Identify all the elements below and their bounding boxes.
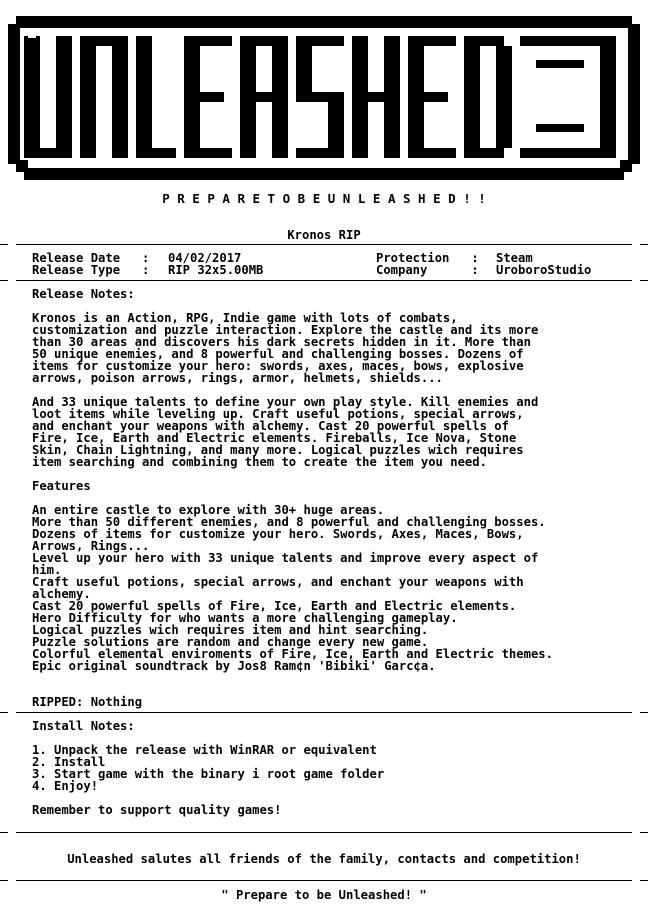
company-value: UroboroStudio (496, 263, 592, 277)
feature-line: Puzzle solutions are random and change every new game. (32, 635, 429, 649)
release-notes-line: and enchant your weapons with alchemy. Cast 20 powerful spells of (32, 419, 509, 433)
feature-line: Cast 20 powerful spells of Fire, Ice, Earth and Electric elements. (32, 599, 517, 613)
rule-tick-left (0, 280, 8, 281)
rule-tick-left (0, 832, 8, 833)
feature-line: More than 50 different enemies, and 8 powerful and challenging bosses. (32, 515, 546, 529)
rule-tick-right (640, 244, 648, 245)
release-notes-heading: Release Notes: (32, 287, 135, 301)
install-notes-heading: Install Notes: (32, 719, 135, 733)
protection-value: Steam (496, 251, 533, 265)
rule-tick-left (0, 244, 8, 245)
footer-quote: " Prepare to be Unleashed! " (221, 888, 427, 902)
rule-tick-left (0, 880, 8, 881)
greetings-text: Unleashed salutes all friends of the family, contacts and competition! (67, 852, 581, 866)
divider-line (16, 280, 632, 281)
feature-line: Level up your hero with 33 unique talents and improve every aspect of (32, 551, 539, 565)
rule-tick-right (640, 280, 648, 281)
install-step: 2. Install (32, 755, 106, 769)
tagline: P R E P A R E T O B E U N L E A S H E D ! ! (162, 191, 486, 206)
feature-line: Colorful elemental enviroments of Fire, Ice, Earth and Electric themes. (32, 647, 553, 661)
rule-tick-right (640, 880, 648, 881)
feature-line: him. (32, 563, 62, 577)
release-notes-line: 50 unique enemies, and 8 powerful and challenging bosses. Dozens of (32, 347, 524, 361)
install-step: 1. Unpack the release with WinRAR or equivalent (32, 743, 377, 757)
release-notes-line: Kronos is an Action, RPG, Indie game with lots of combats, (32, 311, 458, 325)
feature-line: alchemy. (32, 587, 91, 601)
divider-line (16, 712, 632, 713)
reminder-text: Remember to support quality games! (32, 803, 282, 817)
rule-tick-left (0, 712, 8, 713)
release-notes-line: Skin, Chain Lightning, and many more. Logical puzzles wich requires (32, 443, 524, 457)
feature-line: Logical puzzles wich requires item and hint searching. (32, 623, 429, 637)
install-step: 4. Enjoy! (32, 779, 99, 793)
release-type-value: RIP 32x5.00MB (168, 263, 264, 277)
rule-tick-right (640, 832, 648, 833)
divider-line (16, 244, 632, 245)
release-title: Kronos RIP (287, 228, 361, 242)
protection-label: Protection : (376, 251, 494, 265)
feature-line: Hero Difficulty for who wants a more challenging gameplay. (32, 611, 458, 625)
release-date-label: Release Date : (32, 251, 165, 265)
feature-line: Arrows, Rings... (32, 539, 150, 553)
features-heading: Features (32, 479, 91, 493)
release-notes-line: arrows, poison arrows, rings, armor, helmets, shields... (32, 371, 443, 385)
release-notes-line: item searching and combining them to create the item you need. (32, 455, 487, 469)
feature-line: Dozens of items for customize your hero. Swords, Axes, Maces, Bows, (32, 527, 524, 541)
feature-line: An entire castle to explore with 30+ huge areas. (32, 503, 385, 517)
release-notes-line: And 33 unique talents to define your own play style. Kill enemies and (32, 395, 539, 409)
release-date-value: 04/02/2017 (168, 251, 242, 265)
release-notes-line: Fire, Ice, Earth and Electric elements. Fireballs, Ice Nova, Stone (32, 431, 517, 445)
rule-tick-right (640, 712, 648, 713)
release-type-label: Release Type : (32, 263, 165, 277)
feature-line: Craft useful potions, special arrows, and enchant your weapons with (32, 575, 524, 589)
divider-line (16, 880, 632, 881)
company-label: Company : (376, 263, 494, 277)
release-notes-line: than 30 areas and discovers his dark secrets hidden in it. More than (32, 335, 531, 349)
unleashed-logo (0, 0, 648, 190)
release-notes-line: loot items while leveling up. Craft useful potions, special arrows, (32, 407, 524, 421)
ripped-status: RIPPED: Nothing (32, 695, 143, 709)
install-step: 3. Start game with the binary i root game folder (32, 767, 385, 781)
feature-line: Epic original soundtrack by Jos8 Ram¢n 'Bibiki' Garc¢a. (32, 659, 436, 673)
divider-line (16, 832, 632, 833)
release-notes-line: items for customize your hero: swords, axes, maces, bows, explosive (32, 359, 524, 373)
release-notes-line: customization and puzzle interaction. Explore the castle and its more (32, 323, 539, 337)
